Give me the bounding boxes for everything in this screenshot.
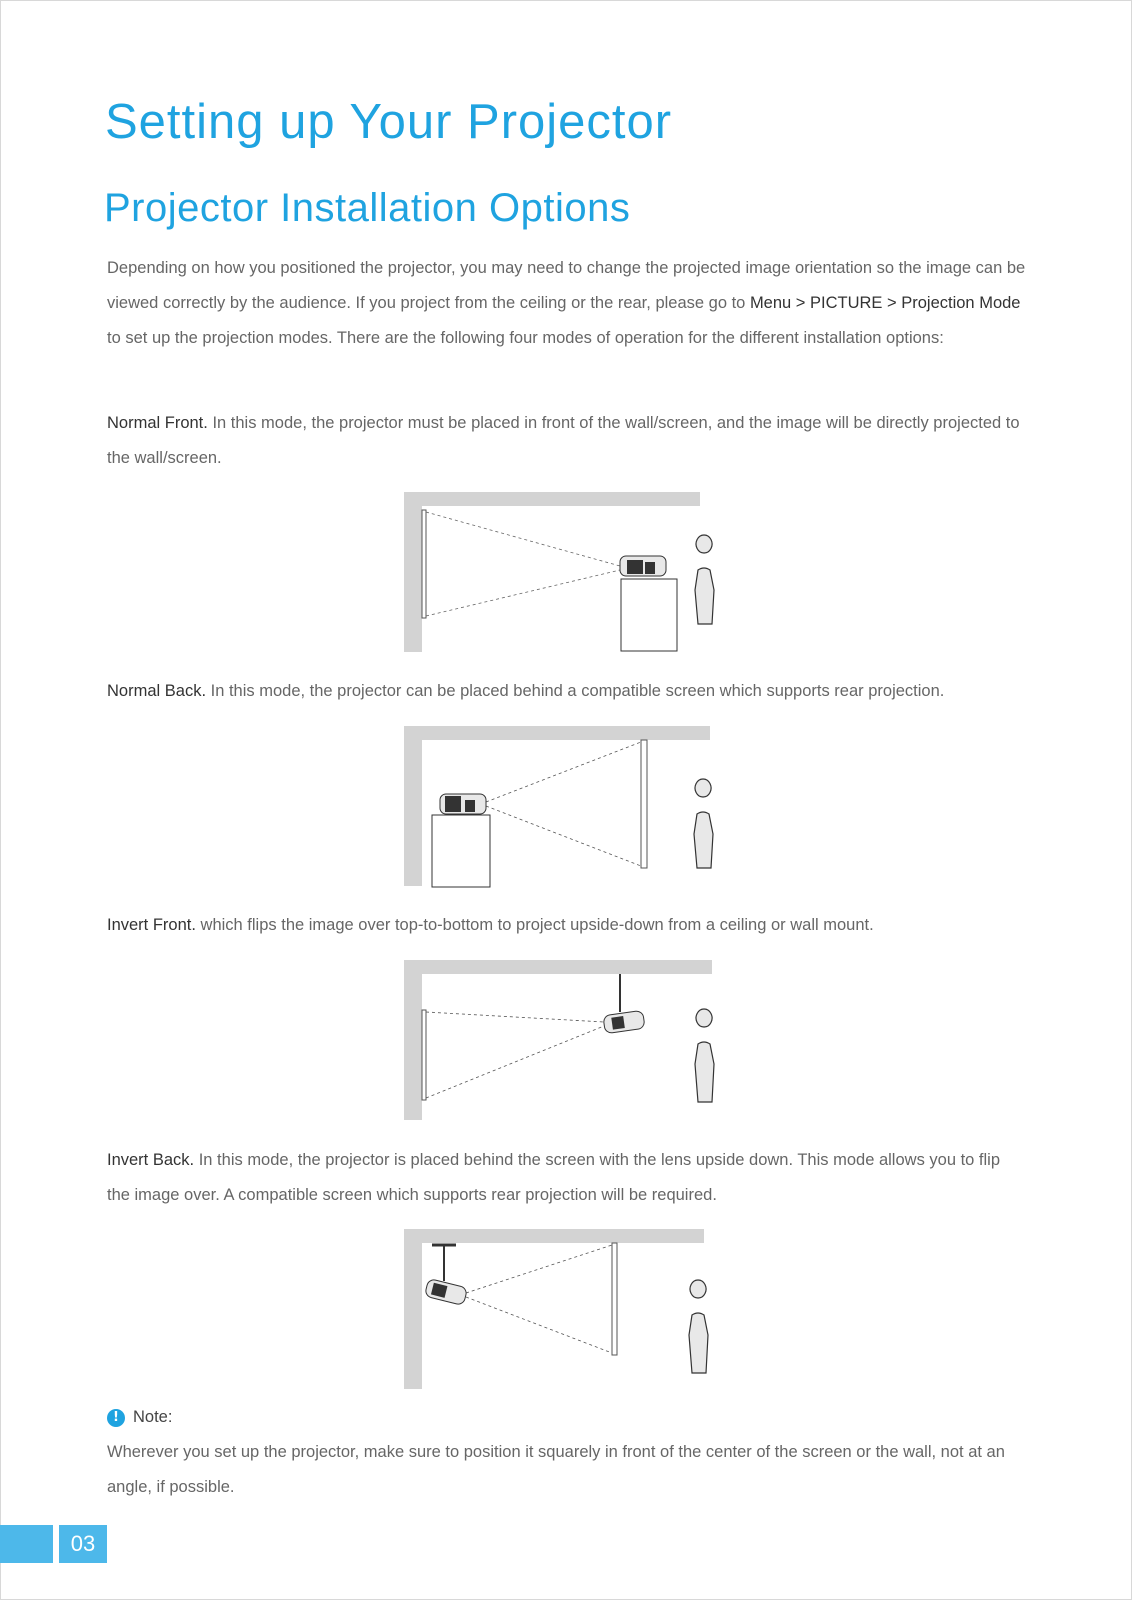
menu-path: Menu > PICTURE > Projection Mode (749, 294, 1021, 312)
screen (422, 1010, 426, 1100)
person (695, 1009, 714, 1102)
table (621, 579, 677, 651)
mode-term: Invert Front. (107, 916, 196, 934)
figure-invert-back (400, 1225, 730, 1391)
mode-desc: In this mode, the projector can be placed behind a compatible screen which supports rear projection. (206, 682, 945, 700)
figure-normal-back (400, 722, 730, 888)
mode-term: Invert Back. (107, 1151, 195, 1169)
wall (404, 492, 422, 652)
wall (404, 726, 422, 886)
figure-normal-front (400, 488, 720, 654)
page-tab (0, 1525, 53, 1563)
screen (422, 510, 426, 618)
mode-invert-front (107, 908, 1027, 943)
screen (641, 740, 647, 868)
ceiling (404, 1229, 704, 1243)
table (432, 815, 490, 887)
page-number: 03 (59, 1525, 107, 1563)
mode-term: Normal Back. (107, 682, 207, 700)
mode-normal-front (107, 406, 1027, 476)
page-title: Setting up Your Projector (105, 95, 673, 149)
mode-normal-back (107, 674, 1027, 709)
person (689, 1280, 708, 1373)
figure-invert-front (400, 956, 730, 1122)
mode-term: Normal Front. (107, 414, 208, 432)
intro-text-2: to set up the projection modes. There are the following four modes of operation for the different installation options: (107, 329, 944, 347)
note-text: Wherever you set up the projector, make sure to position it squarely in front of the center of the screen or the wall, not at an angle, if possible. (107, 1443, 1005, 1496)
intro-text-1: Depending on how you positioned the projector, you may need to change the projected image orientation so the image can be viewed correctly by the audience. If you project from the ceiling or the rear, please go to (107, 259, 1026, 312)
screen (612, 1243, 617, 1355)
mode-desc: In this mode, the projector must be placed in front of the wall/screen, and the image will be directly projected to the wall/screen. (107, 414, 1020, 467)
section-title: Projector Installation Options (104, 186, 631, 230)
intro-paragraph (107, 251, 1027, 356)
person (695, 535, 714, 624)
mode-desc: which flips the image over top-to-bottom to project upside-down from a ceiling or wall mount. (195, 916, 874, 934)
ceiling (404, 492, 700, 506)
ceiling (404, 960, 712, 974)
mode-invert-back (107, 1143, 1027, 1213)
wall (404, 960, 422, 1120)
exclamation-icon: ! (107, 1409, 125, 1427)
note-header (107, 1408, 172, 1427)
mode-desc: In this mode, the projector is placed behind the screen with the lens upside down. This mode allows you to flip the image over. A compatible screen which supports rear projection will be required. (107, 1151, 1001, 1204)
wall (404, 1229, 422, 1389)
ceiling (404, 726, 710, 740)
person (694, 779, 713, 868)
note-label: Note: (133, 1408, 173, 1426)
